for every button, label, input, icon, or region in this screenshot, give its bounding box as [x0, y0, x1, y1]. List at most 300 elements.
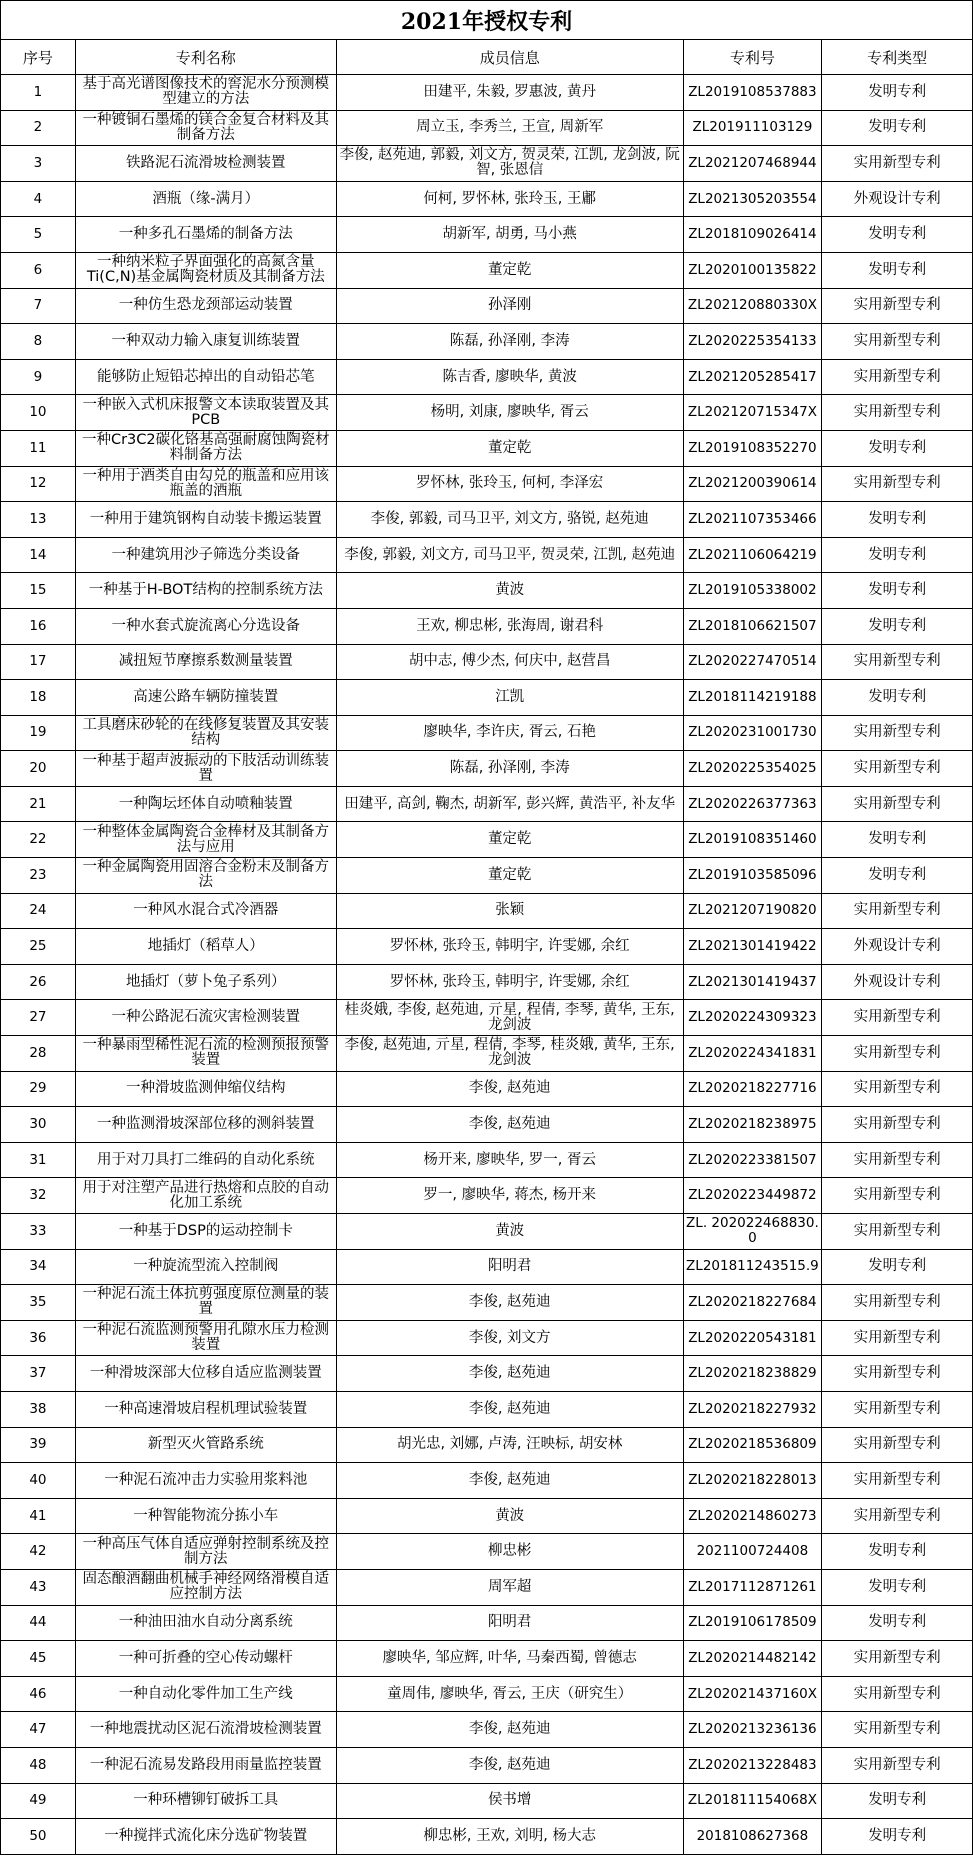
cell-members: 胡光忠, 刘娜, 卢涛, 汪映标, 胡安林: [336, 1427, 683, 1463]
cell-members: 李俊, 赵苑迪, 郭毅, 刘文方, 贺灵荣, 江凯, 龙剑波, 阮智, 张恩信: [336, 146, 683, 182]
cell-patent-name: 地插灯（稻草人）: [75, 929, 336, 965]
cell-index: 27: [1, 1000, 76, 1036]
cell-patent-name: 一种整体金属陶瓷合金棒材及其制备方法与应用: [75, 822, 336, 858]
cell-patent-number: ZL2020225354025: [683, 751, 822, 787]
cell-patent-name: 能够防止短铅芯掉出的自动铅芯笔: [75, 359, 336, 395]
cell-patent-name: 一种嵌入式机床报警文本读取装置及其PCB: [75, 395, 336, 431]
title-row: [1, 1, 973, 40]
cell-patent-number: ZL2020218238975: [683, 1107, 822, 1143]
cell-patent-number: ZL2018109026414: [683, 217, 822, 253]
cell-patent-number: ZL2021301419422: [683, 929, 822, 965]
cell-index: 3: [1, 146, 76, 182]
cell-index: 32: [1, 1178, 76, 1214]
cell-patent-name: 一种纳米粒子界面强化的高氮含量Ti(C,N)基金属陶瓷材质及其制备方法: [75, 252, 336, 288]
cell-members: 董定乾: [336, 822, 683, 858]
cell-patent-type: 外观设计专利: [822, 929, 973, 965]
cell-index: 46: [1, 1676, 76, 1712]
cell-patent-type: 实用新型专利: [822, 1214, 973, 1250]
cell-index: 13: [1, 502, 76, 538]
cell-patent-type: 实用新型专利: [822, 715, 973, 751]
cell-patent-type: 实用新型专利: [822, 1641, 973, 1677]
table-row: [1, 75, 973, 111]
header-patent-type: 专利类型: [822, 40, 973, 75]
table-row: [1, 1712, 973, 1748]
cell-patent-type: 实用新型专利: [822, 1142, 973, 1178]
cell-patent-name: 一种监测滑坡深部位移的测斜装置: [75, 1107, 336, 1143]
cell-index: 26: [1, 964, 76, 1000]
cell-patent-name: 用于对注塑产品进行热熔和点胶的自动化加工系统: [75, 1178, 336, 1214]
cell-patent-number: ZL2021205285417: [683, 359, 822, 395]
cell-patent-number: ZL201911103129: [683, 110, 822, 146]
table-row: [1, 1498, 973, 1534]
table-row: [1, 537, 973, 573]
cell-patent-type: 发明专利: [822, 110, 973, 146]
cell-patent-number: ZL2020218227932: [683, 1391, 822, 1427]
table-row: [1, 1747, 973, 1783]
cell-patent-type: 实用新型专利: [822, 1712, 973, 1748]
cell-index: 19: [1, 715, 76, 751]
cell-patent-type: 外观设计专利: [822, 181, 973, 217]
cell-patent-type: 实用新型专利: [822, 1747, 973, 1783]
table-row: [1, 786, 973, 822]
header-patent-number: 专利号: [683, 40, 822, 75]
cell-patent-name: 基于高光谱图像技术的窖泥水分预测模型建立的方法: [75, 75, 336, 111]
cell-index: 45: [1, 1641, 76, 1677]
cell-members: 孙泽刚: [336, 288, 683, 324]
cell-patent-name: 一种旋流型流入控制阀: [75, 1249, 336, 1285]
cell-patent-type: 发明专利: [822, 1534, 973, 1570]
cell-members: 董定乾: [336, 858, 683, 894]
cell-members: 李俊, 赵苑迪: [336, 1107, 683, 1143]
table-row: [1, 715, 973, 751]
cell-patent-number: ZL2020224341831: [683, 1036, 822, 1072]
cell-members: 江凯: [336, 680, 683, 716]
cell-patent-name: 一种镀铜石墨烯的镁合金复合材料及其制备方法: [75, 110, 336, 146]
cell-patent-number: 2018108627368: [683, 1819, 822, 1855]
cell-index: 21: [1, 786, 76, 822]
cell-patent-name: 一种建筑用沙子筛选分类设备: [75, 537, 336, 573]
cell-patent-type: 实用新型专利: [822, 395, 973, 431]
cell-patent-number: ZL2020223381507: [683, 1142, 822, 1178]
cell-patent-number: ZL2019103585096: [683, 858, 822, 894]
cell-patent-type: 外观设计专利: [822, 964, 973, 1000]
cell-patent-name: 高速公路车辆防撞装置: [75, 680, 336, 716]
cell-patent-type: 发明专利: [822, 1605, 973, 1641]
table-row: [1, 858, 973, 894]
cell-members: 罗怀林, 张玲玉, 何柯, 李泽宏: [336, 466, 683, 502]
cell-patent-name: 一种陶坛坯体自动喷釉装置: [75, 786, 336, 822]
cell-patent-type: 发明专利: [822, 217, 973, 253]
cell-patent-name: 一种暴雨型稀性泥石流的检测预报预警装置: [75, 1036, 336, 1072]
cell-patent-name: 一种基于DSP的运动控制卡: [75, 1214, 336, 1250]
cell-patent-name: 一种滑坡深部大位移自适应监测装置: [75, 1356, 336, 1392]
cell-patent-number: ZL2020213228483: [683, 1747, 822, 1783]
cell-patent-number: 2021100724408: [683, 1534, 822, 1570]
cell-members: 阳明君: [336, 1605, 683, 1641]
cell-patent-number: ZL2020224309323: [683, 1000, 822, 1036]
cell-patent-type: 实用新型专利: [822, 466, 973, 502]
cell-patent-type: 实用新型专利: [822, 359, 973, 395]
cell-members: 周军超: [336, 1569, 683, 1605]
cell-index: 20: [1, 751, 76, 787]
cell-index: 39: [1, 1427, 76, 1463]
cell-patent-number: ZL2021305203554: [683, 181, 822, 217]
cell-patent-name: 一种金属陶瓷用固溶合金粉末及制备方法: [75, 858, 336, 894]
table-row: [1, 573, 973, 609]
cell-patent-type: 实用新型专利: [822, 1320, 973, 1356]
cell-index: 44: [1, 1605, 76, 1641]
cell-patent-type: 实用新型专利: [822, 893, 973, 929]
cell-patent-number: ZL. 202022468830. 0: [683, 1214, 822, 1250]
table-row: [1, 1142, 973, 1178]
cell-members: 田建平, 朱毅, 罗惠波, 黄丹: [336, 75, 683, 111]
cell-patent-type: 发明专利: [822, 537, 973, 573]
cell-index: 5: [1, 217, 76, 253]
cell-patent-number: ZL202120715347X: [683, 395, 822, 431]
cell-patent-name: 一种泥石流监测预警用孔隙水压力检测装置: [75, 1320, 336, 1356]
cell-patent-type: 实用新型专利: [822, 146, 973, 182]
cell-patent-number: ZL2021200390614: [683, 466, 822, 502]
table-row: [1, 1356, 973, 1392]
cell-members: 王欢, 柳忠彬, 张海周, 谢君科: [336, 608, 683, 644]
cell-patent-name: 新型灭火管路系统: [75, 1427, 336, 1463]
table-row: [1, 146, 973, 182]
cell-patent-type: 发明专利: [822, 252, 973, 288]
cell-patent-type: 实用新型专利: [822, 1498, 973, 1534]
cell-members: 李俊, 赵苑迪: [336, 1285, 683, 1321]
cell-patent-name: 一种高压气体自适应弹射控制系统及控制方法: [75, 1534, 336, 1570]
cell-members: 董定乾: [336, 430, 683, 466]
cell-patent-type: 发明专利: [822, 858, 973, 894]
cell-members: 陈磊, 孙泽刚, 李涛: [336, 751, 683, 787]
table-row: [1, 395, 973, 431]
table-row: [1, 1285, 973, 1321]
cell-index: 40: [1, 1463, 76, 1499]
cell-patent-type: 发明专利: [822, 1819, 973, 1855]
cell-patent-name: 一种地震扰动区泥石流滑坡检测装置: [75, 1712, 336, 1748]
cell-members: 廖映华, 邹应辉, 叶华, 马秦西蜀, 曾德志: [336, 1641, 683, 1677]
cell-patent-name: 固态酿酒翻曲机械手神经网络滑模自适应控制方法: [75, 1569, 336, 1605]
cell-patent-type: 实用新型专利: [822, 1676, 973, 1712]
cell-patent-number: ZL2020214860273: [683, 1498, 822, 1534]
cell-patent-name: 一种水套式旋流离心分选设备: [75, 608, 336, 644]
cell-index: 36: [1, 1320, 76, 1356]
cell-members: 田建平, 高剑, 鞠杰, 胡新军, 彭兴辉, 黄浩平, 补友华: [336, 786, 683, 822]
cell-patent-number: ZL2020214482142: [683, 1641, 822, 1677]
cell-patent-type: 发明专利: [822, 502, 973, 538]
cell-patent-type: 发明专利: [822, 573, 973, 609]
cell-index: 25: [1, 929, 76, 965]
cell-members: 廖映华, 李许庆, 胥云, 石艳: [336, 715, 683, 751]
cell-members: 罗怀林, 张玲玉, 韩明宇, 许雯娜, 余红: [336, 929, 683, 965]
cell-patent-number: ZL2020218228013: [683, 1463, 822, 1499]
cell-index: 7: [1, 288, 76, 324]
table-row: [1, 110, 973, 146]
cell-patent-type: 实用新型专利: [822, 644, 973, 680]
cell-patent-number: ZL2020218227684: [683, 1285, 822, 1321]
cell-patent-type: 实用新型专利: [822, 1178, 973, 1214]
cell-patent-name: 一种智能物流分拣小车: [75, 1498, 336, 1534]
cell-patent-number: ZL2020218536809: [683, 1427, 822, 1463]
table-row: [1, 1391, 973, 1427]
cell-members: 杨开来, 廖映华, 罗一, 胥云: [336, 1142, 683, 1178]
cell-patent-name: 一种双动力输入康复训练装置: [75, 324, 336, 360]
cell-patent-number: ZL2017112871261: [683, 1569, 822, 1605]
cell-patent-type: 实用新型专利: [822, 324, 973, 360]
cell-members: 陈磊, 孙泽刚, 李涛: [336, 324, 683, 360]
cell-members: 李俊, 赵苑迪, 亓星, 程倩, 李琴, 桂炎娥, 黄华, 王东, 龙剑波: [336, 1036, 683, 1072]
cell-patent-name: 一种用于酒类自由勾兑的瓶盖和应用该瓶盖的酒瓶: [75, 466, 336, 502]
table-row: [1, 1605, 973, 1641]
cell-patent-number: ZL2020218227716: [683, 1071, 822, 1107]
cell-patent-name: 一种公路泥石流灾害检测装置: [75, 1000, 336, 1036]
table-row: [1, 1819, 973, 1855]
cell-members: 李俊, 赵苑迪: [336, 1356, 683, 1392]
page-title: 2021年授权专利: [1, 1, 973, 40]
cell-patent-number: ZL2018106621507: [683, 608, 822, 644]
cell-index: 47: [1, 1712, 76, 1748]
cell-patent-number: ZL202120880330X: [683, 288, 822, 324]
cell-index: 4: [1, 181, 76, 217]
table-row: [1, 751, 973, 787]
cell-patent-type: 实用新型专利: [822, 1071, 973, 1107]
cell-members: 李俊, 赵苑迪: [336, 1391, 683, 1427]
table-row: [1, 1214, 973, 1250]
cell-patent-number: ZL2019106178509: [683, 1605, 822, 1641]
cell-patent-name: 一种可折叠的空心传动螺杆: [75, 1641, 336, 1677]
cell-index: 18: [1, 680, 76, 716]
table-row: [1, 1320, 973, 1356]
cell-patent-name: 用于对刀具打二维码的自动化系统: [75, 1142, 336, 1178]
cell-members: 胡新军, 胡勇, 马小燕: [336, 217, 683, 253]
cell-members: 何柯, 罗怀林, 张玲玉, 王鄘: [336, 181, 683, 217]
cell-patent-number: ZL2020227470514: [683, 644, 822, 680]
cell-patent-type: 实用新型专利: [822, 786, 973, 822]
table-row: [1, 217, 973, 253]
cell-index: 48: [1, 1747, 76, 1783]
table-body: [1, 75, 973, 1855]
cell-patent-name: 一种Cr3C2碳化铬基高强耐腐蚀陶瓷材料制备方法: [75, 430, 336, 466]
table-row: [1, 1107, 973, 1143]
cell-patent-number: ZL202021437160X: [683, 1676, 822, 1712]
table-row: [1, 359, 973, 395]
cell-members: 柳忠彬, 王欢, 刘明, 杨大志: [336, 1819, 683, 1855]
cell-index: 10: [1, 395, 76, 431]
cell-members: 李俊, 赵苑迪: [336, 1071, 683, 1107]
cell-members: 李俊, 郭毅, 司马卫平, 刘文方, 骆锐, 赵苑迪: [336, 502, 683, 538]
cell-index: 22: [1, 822, 76, 858]
table-row: [1, 1534, 973, 1570]
cell-patent-type: 实用新型专利: [822, 1391, 973, 1427]
cell-members: 李俊, 赵苑迪: [336, 1463, 683, 1499]
table-row: [1, 430, 973, 466]
cell-patent-name: 地插灯（萝卜兔子系列）: [75, 964, 336, 1000]
cell-index: 34: [1, 1249, 76, 1285]
cell-members: 杨明, 刘康, 廖映华, 胥云: [336, 395, 683, 431]
cell-patent-number: ZL2021207468944: [683, 146, 822, 182]
table-row: [1, 608, 973, 644]
cell-patent-number: ZL2018114219188: [683, 680, 822, 716]
cell-patent-number: ZL2020223449872: [683, 1178, 822, 1214]
cell-patent-number: ZL201811243515.9: [683, 1249, 822, 1285]
cell-patent-type: 实用新型专利: [822, 1356, 973, 1392]
cell-patent-name: 一种泥石流土体抗剪强度原位测量的装置: [75, 1285, 336, 1321]
cell-patent-type: 实用新型专利: [822, 1463, 973, 1499]
cell-index: 24: [1, 893, 76, 929]
cell-patent-type: 实用新型专利: [822, 751, 973, 787]
table-row: [1, 964, 973, 1000]
cell-members: 黄波: [336, 573, 683, 609]
cell-patent-name: 酒瓶（缘-满月）: [75, 181, 336, 217]
cell-patent-number: ZL2019105338002: [683, 573, 822, 609]
table-row: [1, 893, 973, 929]
table-row: [1, 929, 973, 965]
cell-patent-name: 一种基于H-BOT结构的控制系统方法: [75, 573, 336, 609]
cell-patent-type: 发明专利: [822, 1249, 973, 1285]
cell-patent-type: 实用新型专利: [822, 1427, 973, 1463]
cell-members: 李俊, 赵苑迪: [336, 1747, 683, 1783]
cell-members: 周立玉, 李秀兰, 王宣, 周新军: [336, 110, 683, 146]
cell-index: 6: [1, 252, 76, 288]
cell-members: 桂炎娥, 李俊, 赵苑迪, 亓星, 程倩, 李琴, 黄华, 王东, 龙剑波: [336, 1000, 683, 1036]
table-row: [1, 252, 973, 288]
cell-patent-name: 一种用于建筑钢构自动装卡搬运装置: [75, 502, 336, 538]
table-row: [1, 644, 973, 680]
cell-index: 30: [1, 1107, 76, 1143]
table-row: [1, 181, 973, 217]
table-row: [1, 680, 973, 716]
header-members: 成员信息: [336, 40, 683, 75]
table-row: [1, 1178, 973, 1214]
cell-patent-name: 一种环槽铆钉破拆工具: [75, 1783, 336, 1819]
cell-patent-name: 一种泥石流易发路段用雨量监控装置: [75, 1747, 336, 1783]
cell-index: 17: [1, 644, 76, 680]
cell-patent-type: 发明专利: [822, 1569, 973, 1605]
cell-patent-type: 发明专利: [822, 430, 973, 466]
cell-patent-number: ZL2020225354133: [683, 324, 822, 360]
cell-members: 侯书增: [336, 1783, 683, 1819]
cell-patent-type: 实用新型专利: [822, 288, 973, 324]
cell-index: 35: [1, 1285, 76, 1321]
cell-patent-name: 铁路泥石流滑坡检测装置: [75, 146, 336, 182]
cell-index: 28: [1, 1036, 76, 1072]
cell-patent-name: 一种搅拌式流化床分选矿物装置: [75, 1819, 336, 1855]
cell-members: 胡中志, 傅少杰, 何庆中, 赵营昌: [336, 644, 683, 680]
cell-patent-number: ZL2020220543181: [683, 1320, 822, 1356]
cell-patent-number: ZL2020213236136: [683, 1712, 822, 1748]
table-row: [1, 1427, 973, 1463]
table-row: [1, 1676, 973, 1712]
cell-patent-number: ZL201811154068X: [683, 1783, 822, 1819]
cell-patent-name: 一种自动化零件加工生产线: [75, 1676, 336, 1712]
cell-index: 43: [1, 1569, 76, 1605]
cell-index: 42: [1, 1534, 76, 1570]
cell-index: 12: [1, 466, 76, 502]
cell-index: 15: [1, 573, 76, 609]
cell-patent-type: 实用新型专利: [822, 1000, 973, 1036]
cell-members: 罗怀林, 张玲玉, 韩明宇, 许雯娜, 余红: [336, 964, 683, 1000]
cell-patent-name: 一种油田油水自动分离系统: [75, 1605, 336, 1641]
cell-patent-type: 实用新型专利: [822, 1036, 973, 1072]
cell-patent-number: ZL2021106064219: [683, 537, 822, 573]
cell-patent-type: 实用新型专利: [822, 1285, 973, 1321]
cell-patent-type: 发明专利: [822, 75, 973, 111]
cell-patent-type: 发明专利: [822, 608, 973, 644]
table-row: [1, 1641, 973, 1677]
cell-patent-name: 一种风水混合式冷酒器: [75, 893, 336, 929]
cell-patent-number: ZL2020231001730: [683, 715, 822, 751]
table-row: [1, 1569, 973, 1605]
cell-members: 童周伟, 廖映华, 胥云, 王庆（研究生）: [336, 1676, 683, 1712]
table-row: [1, 324, 973, 360]
cell-members: 李俊, 赵苑迪: [336, 1712, 683, 1748]
cell-patent-name: 工具磨床砂轮的在线修复装置及其安装结构: [75, 715, 336, 751]
cell-members: 黄波: [336, 1498, 683, 1534]
cell-members: 黄波: [336, 1214, 683, 1250]
cell-index: 31: [1, 1142, 76, 1178]
cell-index: 8: [1, 324, 76, 360]
cell-patent-number: ZL2019108537883: [683, 75, 822, 111]
table-row: [1, 1000, 973, 1036]
cell-members: 李俊, 郭毅, 刘文方, 司马卫平, 贺灵荣, 江凯, 赵苑迪: [336, 537, 683, 573]
cell-members: 李俊, 刘文方: [336, 1320, 683, 1356]
cell-index: 49: [1, 1783, 76, 1819]
table-row: [1, 822, 973, 858]
cell-patent-name: 一种仿生恐龙颈部运动装置: [75, 288, 336, 324]
cell-patent-number: ZL2020100135822: [683, 252, 822, 288]
cell-patent-number: ZL2020218238829: [683, 1356, 822, 1392]
cell-patent-name: 一种高速滑坡启程机理试验装置: [75, 1391, 336, 1427]
cell-index: 33: [1, 1214, 76, 1250]
cell-index: 9: [1, 359, 76, 395]
cell-index: 29: [1, 1071, 76, 1107]
cell-index: 14: [1, 537, 76, 573]
cell-patent-type: 发明专利: [822, 680, 973, 716]
cell-members: 罗一, 廖映华, 蒋杰, 杨开来: [336, 1178, 683, 1214]
cell-index: 16: [1, 608, 76, 644]
cell-patent-name: 一种泥石流冲击力实验用浆料池: [75, 1463, 336, 1499]
cell-members: 董定乾: [336, 252, 683, 288]
header-index: 序号: [1, 40, 76, 75]
table-row: [1, 288, 973, 324]
cell-patent-type: 发明专利: [822, 1783, 973, 1819]
cell-patent-number: ZL2021301419437: [683, 964, 822, 1000]
cell-members: 阳明君: [336, 1249, 683, 1285]
cell-members: 柳忠彬: [336, 1534, 683, 1570]
cell-index: 11: [1, 430, 76, 466]
cell-patent-name: 一种基于超声波振动的下肢活动训练装置: [75, 751, 336, 787]
cell-index: 38: [1, 1391, 76, 1427]
cell-members: 张颖: [336, 893, 683, 929]
cell-index: 50: [1, 1819, 76, 1855]
cell-index: 2: [1, 110, 76, 146]
cell-patent-name: 一种滑坡监测伸缩仪结构: [75, 1071, 336, 1107]
cell-index: 23: [1, 858, 76, 894]
cell-index: 37: [1, 1356, 76, 1392]
header-patent-name: 专利名称: [75, 40, 336, 75]
table-row: [1, 1783, 973, 1819]
table-row: [1, 466, 973, 502]
cell-patent-number: ZL2020226377363: [683, 786, 822, 822]
cell-patent-number: ZL2021207190820: [683, 893, 822, 929]
table-row: [1, 1249, 973, 1285]
cell-patent-number: ZL2019108351460: [683, 822, 822, 858]
cell-patent-type: 发明专利: [822, 822, 973, 858]
table-row: [1, 1463, 973, 1499]
cell-patent-number: ZL2019108352270: [683, 430, 822, 466]
cell-patent-type: 实用新型专利: [822, 1107, 973, 1143]
table-row: [1, 1071, 973, 1107]
